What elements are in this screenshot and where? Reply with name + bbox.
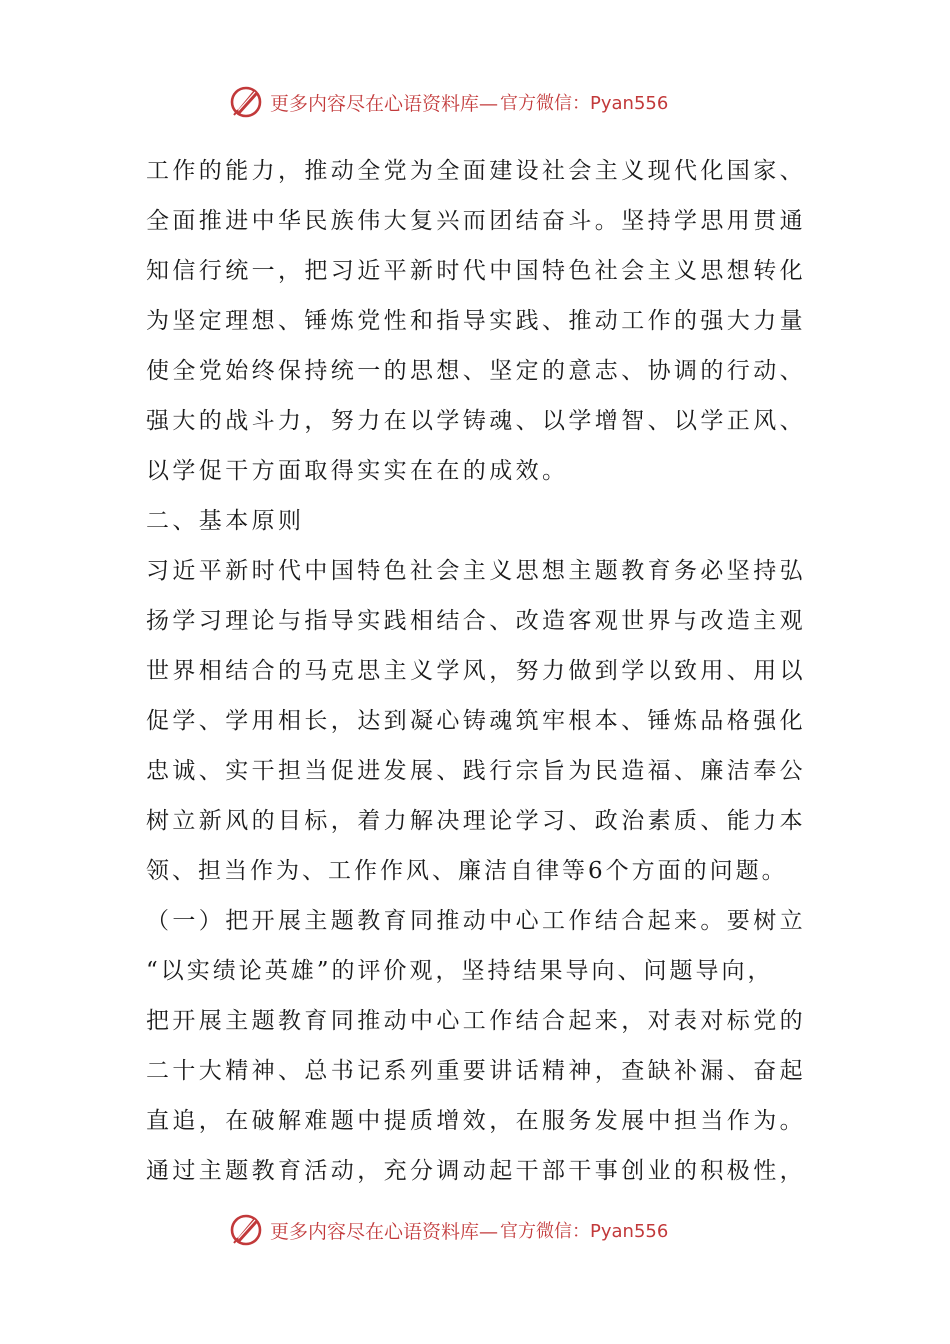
section-heading: 二、基本原则 [146,508,305,534]
text-line: 二十大精神、总书记系列重要讲话精神，查缺补漏、奋起 [146,1058,806,1084]
watermark-official-text: 官方微信：Pyan556 [500,1221,669,1242]
text-line: 扬学习理论与指导实践相结合、改造客观世界与改造主观 [146,608,806,634]
quill-pen-logo-icon [228,84,264,120]
text-line: 世界相结合的马克思主义学风，努力做到学以致用、用以 [146,658,806,684]
text-line: 使全党始终保持统一的思想、坚定的意志、协调的行动、 [146,358,806,384]
quill-pen-logo-icon [228,1212,264,1248]
text-line: 领、担当作为、工作作风、廉洁自律等6个方面的问题。 [146,858,788,884]
text-line: 把开展主题教育同推动中心工作结合起来，对表对标党的 [146,1008,806,1034]
text-line: 树立新风的目标，着力解决理论学习、政治素质、能力本 [146,808,806,834]
text-line: 为坚定理想、锤炼党性和指导实践、推动工作的强大力量 [146,308,806,334]
watermark-official-text: 官方微信：Pyan556 [500,93,669,114]
text-line: 通过主题教育活动，充分调动起干部干事创业的积极性， [146,1158,806,1184]
text-line: 促学、学用相长，达到凝心铸魂筑牢根本、锤炼品格强化 [146,708,806,734]
watermark-site-text: 更多内容尽在心语资料库— [270,92,499,115]
subsection-heading-line: （一）把开展主题教育同推动中心工作结合起来。要树立 [146,908,806,934]
text-line: 习近平新时代中国特色社会主义思想主题教育务必坚持弘 [146,558,806,584]
footer-watermark-banner [228,1210,728,1250]
text-line: 强大的战斗力，努力在以学铸魂、以学增智、以学正风、 [146,408,806,434]
text-line: 直追，在破解难题中提质增效，在服务发展中担当作为。 [146,1108,806,1134]
text-line: 知信行统一，把习近平新时代中国特色社会主义思想转化 [146,258,806,284]
watermark-site-text: 更多内容尽在心语资料库— [270,1220,499,1243]
header-watermark-banner [228,82,728,122]
text-line: 以学促干方面取得实实在在的成效。 [146,458,569,484]
text-line: 工作的能力，推动全党为全面建设社会主义现代化国家、 [146,158,806,184]
document-body [146,146,806,1196]
text-line: 全面推进中华民族伟大复兴而团结奋斗。坚持学思用贯通 [146,208,806,234]
text-line: 忠诚、实干担当促进发展、践行宗旨为民造福、廉洁奉公 [146,758,806,784]
text-line: “以实绩论英雄”的评价观，坚持结果导向、问题导向， [146,958,774,984]
